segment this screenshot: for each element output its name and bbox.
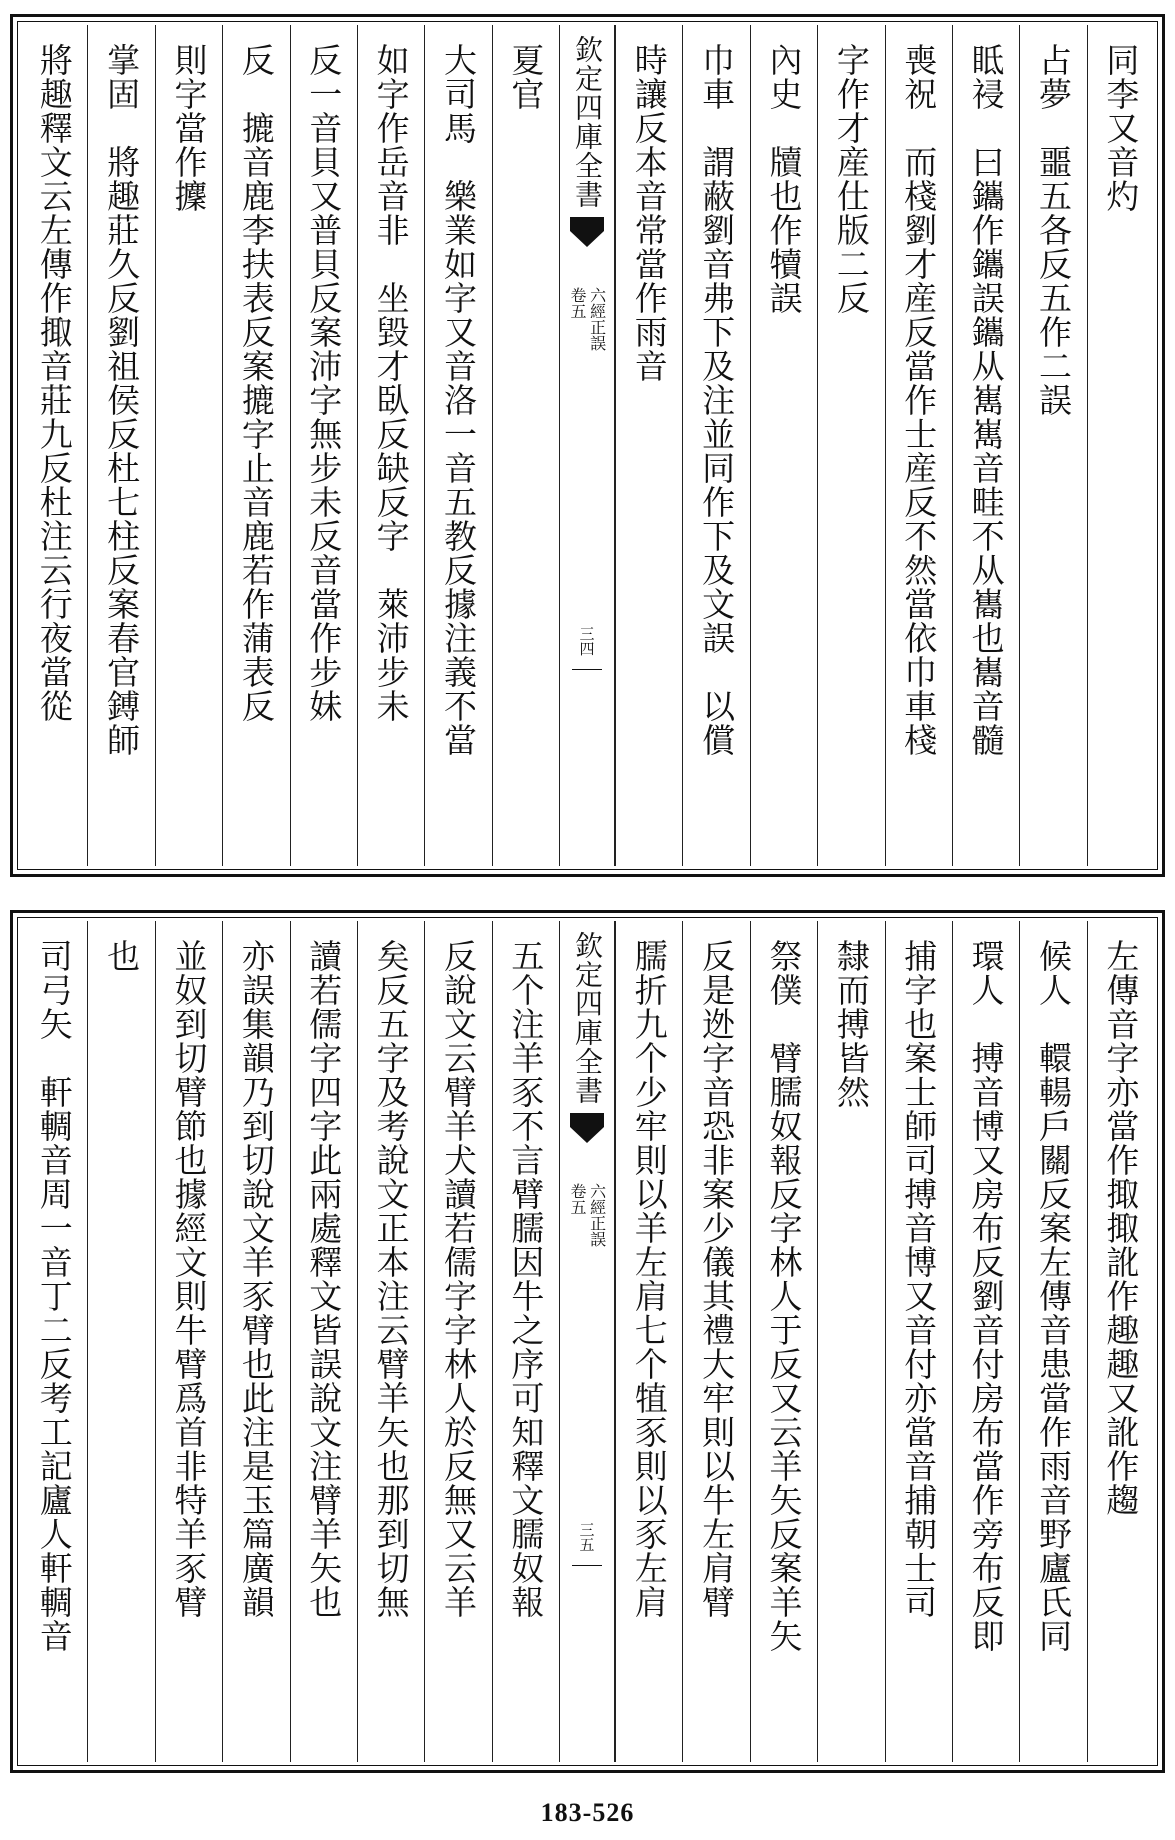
text-column (155, 921, 222, 1762)
text-column (1087, 25, 1154, 866)
column-text: 字作才産仕版二反 (831, 43, 871, 315)
column-text: 環人 搏音博又房布反劉音付房布當作旁布反即 (966, 939, 1006, 1653)
text-column (885, 25, 952, 866)
column-text: 眡祲 曰鑴作鑴誤鑴从嶲嶲音畦不从巂也巂音髓 (966, 43, 1006, 757)
book-title: 欽定四庫全書 (571, 35, 604, 209)
column-text: 大司馬 樂業如字又音洛一音五教反據注義不當 (438, 43, 478, 757)
column-text: 並奴到切臂節也據經文則牛臂爲首非特羊豕臂 (169, 939, 209, 1619)
center-rule (572, 669, 602, 670)
column-text: 矣反五字及考說文正本注云臂羊矢也那到切無 (371, 939, 411, 1619)
text-column (1087, 921, 1154, 1762)
text-column (615, 921, 682, 1762)
column-text: 反是迯字音恐非案少儀其禮大牢則以牛左肩臂 (697, 939, 737, 1619)
text-column (222, 25, 289, 866)
text-column (682, 921, 749, 1762)
book-section-title: 六經正誤 (587, 1183, 607, 1247)
upper-book-page (10, 14, 1165, 877)
leaf-number: 三四 (577, 626, 596, 656)
text-column (21, 921, 87, 1762)
text-column (155, 25, 222, 866)
text-column (21, 25, 87, 866)
text-column (492, 921, 559, 1762)
column-text: 亦誤集韻乃到切說文羊豕臂也此注是玉篇廣韻 (236, 939, 276, 1619)
column-text: 臑折九个少牢則以羊左肩七个犆豕則以豕左肩 (629, 939, 669, 1619)
column-text: 隸而搏皆然 (831, 939, 871, 1109)
text-column (492, 25, 559, 866)
column-text: 內史 牘也作犢誤 (764, 43, 804, 315)
column-text: 如字作岳音非 坐毀才臥反缺反字 萊沛步未 (371, 43, 411, 723)
column-text: 將趣釋文云左傳作掫音莊九反杜注云行夜當從 (34, 43, 74, 723)
text-column (87, 25, 154, 866)
volume-label (568, 1183, 605, 1247)
volume-number: 卷五 (568, 1183, 587, 1215)
leaf-number: 三五 (577, 1522, 596, 1552)
center-rule (572, 1565, 602, 1566)
text-column (817, 25, 884, 866)
text-column (290, 921, 357, 1762)
column-text: 祭僕 臂臑奴報反字林人于反又云羊矢反案羊矢 (764, 939, 804, 1653)
volume-label (568, 287, 605, 351)
column-text: 讀若儒字四字此兩處釋文皆誤說文注臂羊矢也 (304, 939, 344, 1619)
text-column (357, 25, 424, 866)
volume-number: 卷五 (568, 287, 587, 319)
column-text: 喪祝 而棧劉才産反當作士産反不然當依巾車棧 (899, 43, 939, 757)
column-text: 反 摝音鹿李扶表反案摝字止音鹿若作蒲表反 (236, 43, 276, 723)
text-column (1019, 921, 1086, 1762)
column-text: 候人 轘輰戶關反案左傳音患當作雨音野廬氏同 (1033, 939, 1073, 1653)
column-text: 則字當作攈 (169, 43, 209, 213)
column-text: 掌固 將趣莊久反劉祖侯反杜七柱反案春官鎛師 (102, 43, 142, 757)
text-column (952, 921, 1019, 1762)
text-column (952, 25, 1019, 866)
column-text: 司弓矢 軒輖音周一音丁二反考工記廬人軒輖音 (34, 939, 74, 1653)
column-text: 占夢 噩五各反五作二誤 (1033, 43, 1073, 417)
fish-tail-mark-icon (570, 1113, 604, 1143)
text-column (357, 921, 424, 1762)
text-column (424, 25, 491, 866)
column-text: 反一音貝又普貝反案沛字無步未反音當作步妹 (304, 43, 344, 723)
column-text: 也 (102, 939, 142, 973)
text-column (222, 921, 289, 1762)
center-fold-column (559, 921, 615, 1762)
text-column (682, 25, 749, 866)
text-column (87, 921, 154, 1762)
fish-tail-mark-icon (570, 217, 604, 247)
column-text: 左傳音字亦當作掫掫訛作趣趣又訛作趨 (1101, 939, 1141, 1517)
column-text: 五个注羊豕不言臂臑因牛之序可知釋文臑奴報 (506, 939, 546, 1619)
text-column (750, 921, 817, 1762)
lower-book-page (10, 910, 1165, 1773)
text-column (750, 25, 817, 866)
center-fold-column (559, 25, 615, 866)
column-text: 巾車 謂蔽劉音弗下及注並同作下及文誤 以償 (697, 43, 737, 757)
page-footer-number: 183-526 (540, 1798, 635, 1827)
book-title: 欽定四庫全書 (571, 931, 604, 1105)
text-column (1019, 25, 1086, 866)
text-column (885, 921, 952, 1762)
column-text: 夏官 (506, 43, 546, 111)
text-column (817, 921, 884, 1762)
book-section-title: 六經正誤 (587, 287, 607, 351)
text-column (424, 921, 491, 1762)
column-text: 捕字也案士師司搏音博又音付亦當音捕朝士司 (899, 939, 939, 1619)
column-text: 反說文云臂羊犬讀若儒字字林人於反無又云羊 (438, 939, 478, 1619)
column-text: 時讓反本音常當作雨音 (629, 43, 669, 383)
text-column (615, 25, 682, 866)
column-text: 同李又音灼 (1101, 43, 1141, 213)
text-column (290, 25, 357, 866)
